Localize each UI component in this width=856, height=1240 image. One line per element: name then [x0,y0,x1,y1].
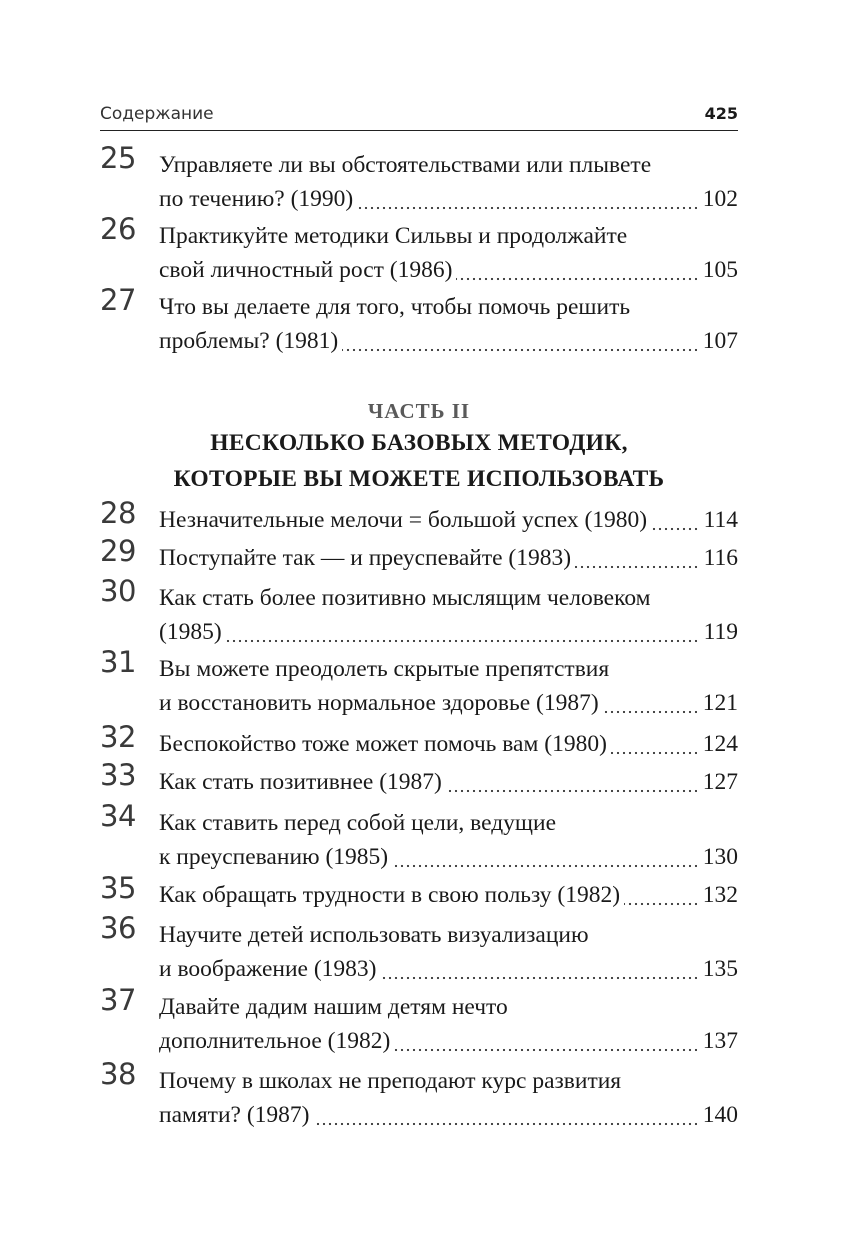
entry-page: 119 [698,615,738,649]
entry-page: 114 [698,503,738,537]
entry-page: 140 [697,1098,738,1132]
entry-title-last-line: памяти? (1987) 140 [159,1098,738,1132]
entry-page: 116 [698,541,738,575]
entry-title-last-line: Поступайте так — и преуспевайте (1983) 116 [159,541,738,575]
entry-page: 127 [697,765,738,799]
entry-page: 124 [697,727,738,761]
entry-title-last-line: Незначительные мелочи = большой успех (1980) 114 [159,503,738,537]
entry-title: Как стать более позитивно мыслящим человеком [159,585,651,611]
entry-page: 130 [697,840,738,874]
entry-title-last-line: проблемы? (1981) 107 [159,324,738,358]
chapter-number: 30 [100,574,136,608]
part-label: ЧАСТЬ II [367,399,471,423]
entry-title: Как ставить перед собой цели, ведущие [159,810,557,836]
entry-page: 107 [697,324,738,358]
section-title: Содержание [100,104,214,124]
chapter-number: 27 [100,283,136,317]
running-head [100,104,738,131]
entry-title: Что вы делаете для того, чтобы помочь решить [159,294,631,320]
chapter-number: 32 [100,720,136,754]
entry-title-last-line: дополнительное (1982) 137 [159,1024,738,1058]
entry-title-last-line: Как обращать трудности в свою пользу (1982) 132 [159,878,738,912]
entry-title-last-line: Как стать позитивнее (1987) 127 [159,765,738,799]
chapter-number: 37 [100,983,136,1017]
chapter-number: 38 [100,1057,136,1091]
chapter-number: 29 [100,534,136,568]
entry-page: 135 [697,952,738,986]
chapter-number: 26 [100,212,136,246]
entry-title: Практикуйте методики Сильвы и продолжайте [159,223,628,249]
entry-title-last-line: по течению? (1990) 102 [159,182,738,216]
entry-page: 102 [697,182,738,216]
entry-title-last-line: и восстановить нормальное здоровье (1987) 121 [159,686,738,720]
entry-title: Почему в школах не преподают курс развития [159,1068,622,1094]
entry-title: Управляете ли вы обстоятельствами или плывете [159,152,652,178]
entry-title-last-line: Беспокойство тоже может помочь вам (1980) 124 [159,727,738,761]
entry-page: 105 [697,253,738,287]
entry-title: Давайте дадим нашим детям нечто [159,994,508,1020]
entry-page: 132 [697,878,738,912]
entry-page: 121 [697,686,738,720]
entry-title-last-line: (1985) 119 [159,615,738,649]
chapter-number: 31 [100,645,136,679]
chapter-number: 36 [100,911,136,945]
page-number: 425 [704,104,738,123]
chapter-number: 34 [100,799,136,833]
entry-title: Вы можете преодолеть скрытые препятствия [159,656,610,682]
part-title-line-2: КОТОРЫЕ ВЫ МОЖЕТЕ ИСПОЛЬЗОВАТЬ [173,466,665,492]
entry-title-last-line: и воображение (1983) 135 [159,952,738,986]
entry-title-last-line: к преуспеванию (1985) 130 [159,840,738,874]
entry-page: 137 [697,1024,738,1058]
part-title-line-1: НЕСКОЛЬКО БАЗОВЫХ МЕТОДИК, [210,430,628,456]
chapter-number: 33 [100,758,136,792]
entry-title-last-line: свой личностный рост (1986) 105 [159,253,738,287]
chapter-number: 25 [100,141,136,175]
chapter-number: 28 [100,496,136,530]
entry-title: Научите детей использовать визуализацию [159,922,589,948]
chapter-number: 35 [100,871,136,905]
